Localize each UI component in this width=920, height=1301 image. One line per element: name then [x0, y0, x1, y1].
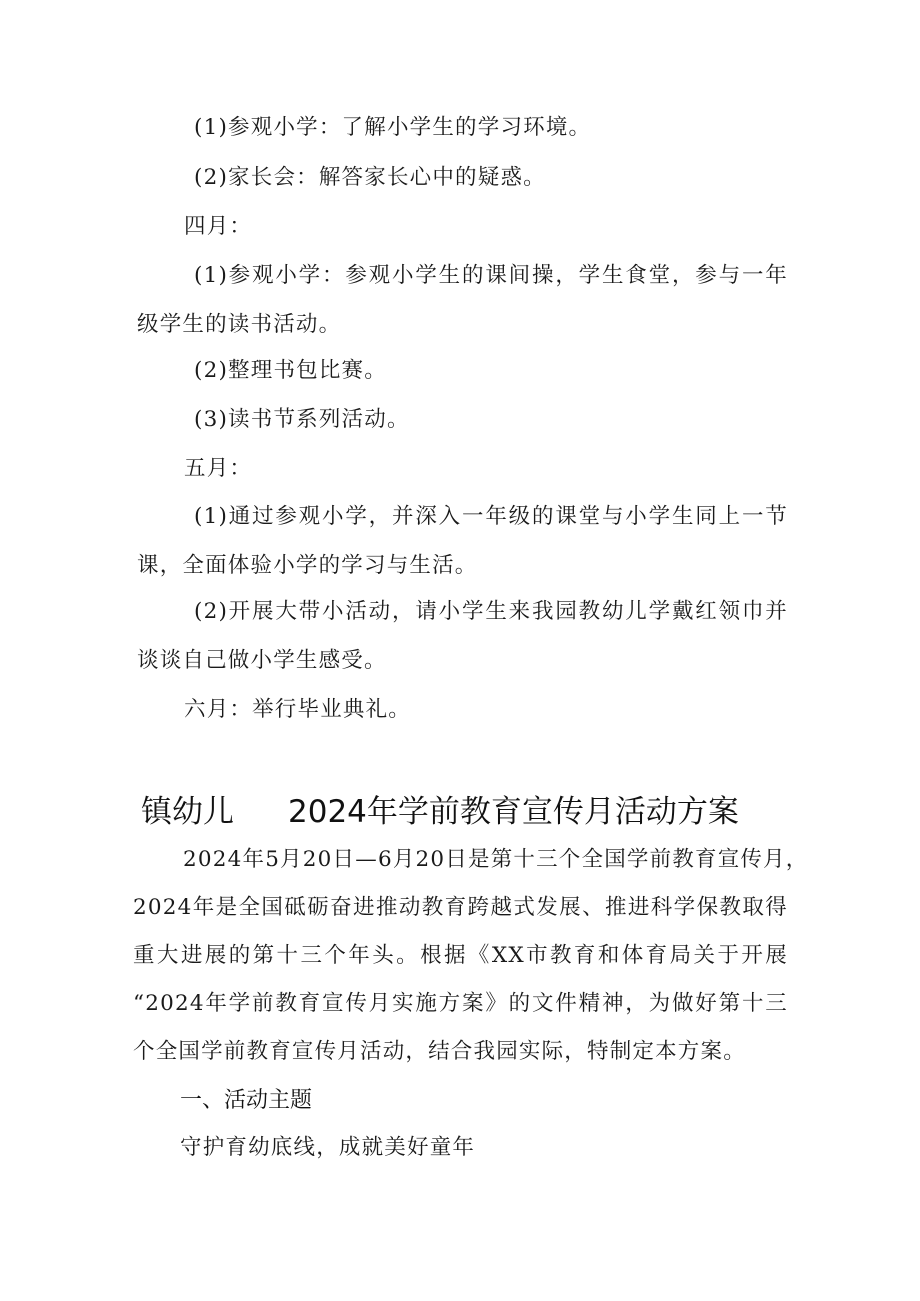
june-line: 六月：举行毕业典礼。 — [184, 697, 412, 722]
theme-text: 守护育幼底线，成就美好童年 — [180, 1135, 476, 1160]
april-item-1-line-2: 级学生的读书活动。 — [137, 312, 342, 337]
intro-line-2: 2024年是全国砥砺奋进推动教育跨越式发展、推进科学保教取得 — [133, 895, 788, 920]
april-heading: 四月： — [184, 214, 253, 239]
intro-line-5: 个全国学前教育宣传月活动，结合我园实际，特制定本方案。 — [133, 1039, 746, 1064]
march-item-2: (2)家长会：解答家长心中的疑惑。 — [194, 165, 546, 190]
page-title: 2024年学前教育宣传月活动方案 — [288, 794, 739, 830]
intro-line-1: 2024年5月20日—6月20日是第十三个全国学前教育宣传月， — [183, 847, 809, 872]
march-item-1: (1)参观小学：了解小学生的学习环境。 — [194, 115, 592, 140]
intro-line-3: 重大进展的第十三个年头。根据《XX市教育和体育局关于开展 — [133, 943, 788, 968]
may-item-1-line-2: 课，全面体验小学的学习与生活。 — [137, 553, 478, 578]
section-1-heading: 一、活动主题 — [180, 1088, 313, 1113]
april-item-2: (2)整理书包比赛。 — [194, 358, 387, 383]
april-item-1-line-1: (1)参观小学：参观小学生的课间操，学生食堂，参与一年 — [194, 263, 788, 288]
may-item-1-line-1: (1)通过参观小学，并深入一年级的课堂与小学生同上一节 — [194, 504, 788, 529]
title-prefix: 镇幼儿 — [141, 794, 234, 830]
may-item-2-line-2: 谈谈自己做小学生感受。 — [137, 648, 387, 673]
may-item-2-line-1: (2)开展大带小活动，请小学生来我园教幼儿学戴红领巾并 — [194, 599, 788, 624]
may-heading: 五月： — [184, 456, 253, 481]
intro-line-4: “2024年学前教育宣传月实施方案》的文件精神，为做好第十三 — [133, 991, 788, 1016]
april-item-3: (3)读书节系列活动。 — [194, 407, 410, 432]
